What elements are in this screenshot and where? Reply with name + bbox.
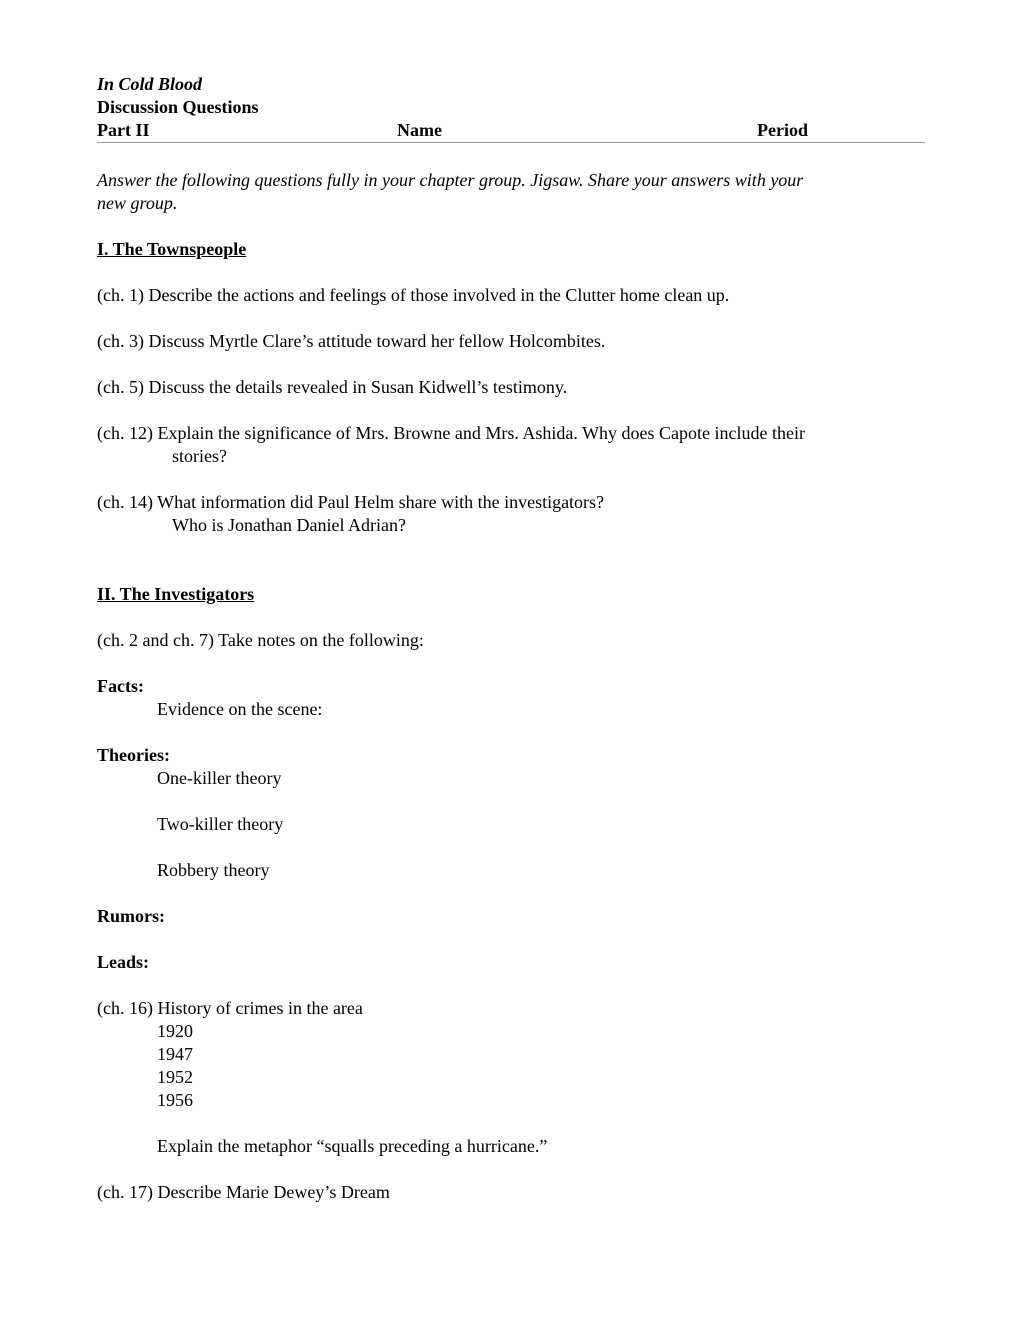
- section-heading-investigators: II. The Investigators: [97, 584, 255, 604]
- section-heading-townspeople: I. The Townspeople: [97, 239, 247, 259]
- year-item: 1947: [157, 1044, 193, 1064]
- question-ch17: (ch. 17) Describe Marie Dewey’s Dream: [97, 1182, 390, 1202]
- facts-item: Evidence on the scene:: [157, 699, 323, 719]
- header-rule: [97, 142, 925, 143]
- year-item: 1920: [157, 1021, 193, 1041]
- document-title: In Cold Blood: [97, 74, 203, 94]
- question-ch3: (ch. 3) Discuss Myrtle Clare’s attitude toward her fellow Holcombites.: [97, 331, 606, 351]
- theories-label: Theories:: [97, 745, 170, 765]
- name-label: Name: [397, 120, 442, 140]
- theory-two-killer: Two-killer theory: [157, 814, 284, 834]
- year-item: 1956: [157, 1090, 193, 1110]
- question-ch5: (ch. 5) Discuss the details revealed in Susan Kidwell’s testimony.: [97, 377, 568, 397]
- rumors-label: Rumors:: [97, 906, 165, 926]
- instructions-line-2: new group.: [97, 193, 178, 213]
- facts-label: Facts:: [97, 676, 144, 696]
- question-ch12-continued: stories?: [172, 446, 227, 466]
- leads-label: Leads:: [97, 952, 150, 972]
- question-ch14: (ch. 14) What information did Paul Helm share with the investigators?: [97, 492, 605, 512]
- period-label: Period: [757, 120, 808, 140]
- theory-one-killer: One-killer theory: [157, 768, 282, 788]
- theory-robbery: Robbery theory: [157, 860, 270, 880]
- question-ch12: (ch. 12) Explain the significance of Mrs. Browne and Mrs. Ashida. Why does Capote include their: [97, 423, 806, 443]
- question-ch14-continued: Who is Jonathan Daniel Adrian?: [172, 515, 406, 535]
- notes-prompt: (ch. 2 and ch. 7) Take notes on the following:: [97, 630, 424, 650]
- history-prompt: (ch. 16) History of crimes in the area: [97, 998, 363, 1018]
- question-ch1: (ch. 1) Describe the actions and feelings of those involved in the Clutter home clean up.: [97, 285, 730, 305]
- metaphor-question: Explain the metaphor “squalls preceding a hurricane.”: [157, 1136, 548, 1156]
- document-subtitle: Discussion Questions: [97, 97, 259, 117]
- part-label: Part II: [97, 120, 150, 140]
- instructions-line-1: Answer the following questions fully in your chapter group. Jigsaw. Share your answers with your: [97, 170, 804, 190]
- year-item: 1952: [157, 1067, 193, 1087]
